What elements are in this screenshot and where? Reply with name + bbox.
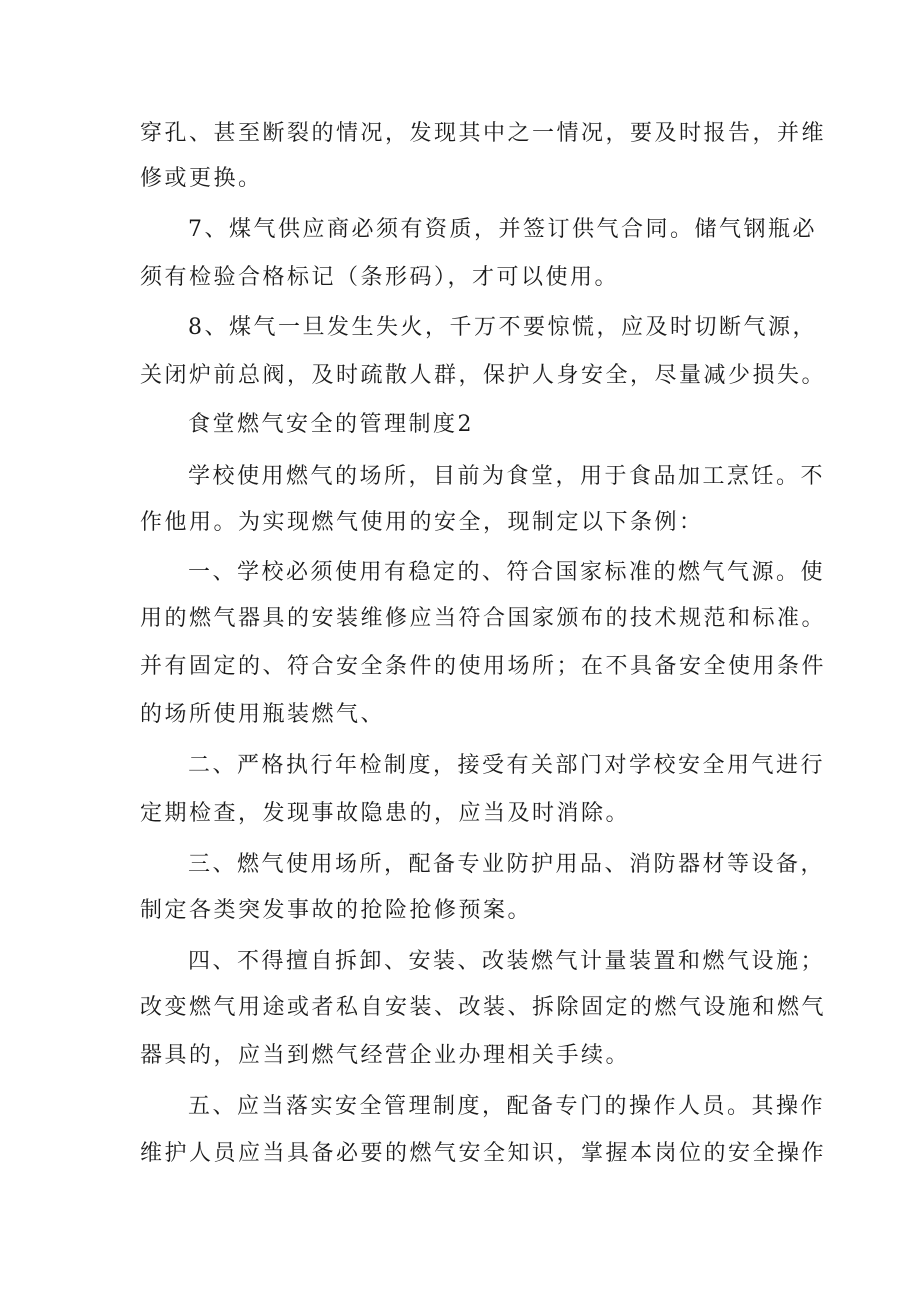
paragraph-line: 学校使用燃气的场所，目前为食堂，用于食品加工烹饪。不 xyxy=(188,464,826,489)
paragraph-line: 须有检验合格标记（条形码），才可以使用。 xyxy=(140,265,620,290)
paragraph-line: 的场所使用瓶装燃气、 xyxy=(140,702,386,727)
paragraph-line: 制定各类突发事故的抢险抢修预案。 xyxy=(140,898,533,923)
paragraph-line: 改变燃气用途或者私自安装、改装、拆除固定的燃气设施和燃气 xyxy=(140,995,827,1020)
paragraph-line: 并有固定的、符合安全条件的使用场所；在不具备安全使用条件 xyxy=(140,654,827,679)
paragraph-line: 8、煤气一旦发生失火，千万不要惊慌，应及时切断气源， xyxy=(188,315,817,340)
paragraph-line: 维护人员应当具备必要的燃气安全知识，掌握本岗位的安全操作 xyxy=(140,1141,827,1166)
paragraph-line: 关闭炉前总阀，及时疏散人群，保护人身安全，尽量减少损失。 xyxy=(140,363,827,388)
section-heading: 食堂燃气安全的管理制度2 xyxy=(188,412,474,437)
paragraph-line: 定期检查，发现事故隐患的，应当及时消除。 xyxy=(140,801,631,826)
paragraph-line: 7、煤气供应商必须有资质，并签订供气合同。储气钢瓶必 xyxy=(188,217,817,242)
paragraph-line: 修或更换。 xyxy=(140,166,263,191)
paragraph-line: 一、学校必须使用有稳定的、符合国家标准的燃气气源。使 xyxy=(188,560,826,585)
paragraph-line: 作他用。为实现燃气使用的安全，现制定以下条例： xyxy=(140,510,704,535)
paragraph-line: 四、不得擅自拆卸、安装、改装燃气计量装置和燃气设施； xyxy=(188,949,826,974)
paragraph-line: 器具的，应当到燃气经营企业办理相关手续。 xyxy=(140,1043,631,1068)
paragraph-line: 五、应当落实安全管理制度，配备专门的操作人员。其操作 xyxy=(188,1094,826,1119)
paragraph-line: 三、燃气使用场所，配备专业防护用品、消防器材等设备， xyxy=(188,852,826,877)
paragraph-line: 穿孔、甚至断裂的情况，发现其中之一情况，要及时报告，并维 xyxy=(140,121,827,146)
paragraph-line: 用的燃气器具的安装维修应当符合国家颁布的技术规范和标准。 xyxy=(140,606,827,631)
paragraph-line: 二、严格执行年检制度，接受有关部门对学校安全用气进行 xyxy=(188,753,826,778)
